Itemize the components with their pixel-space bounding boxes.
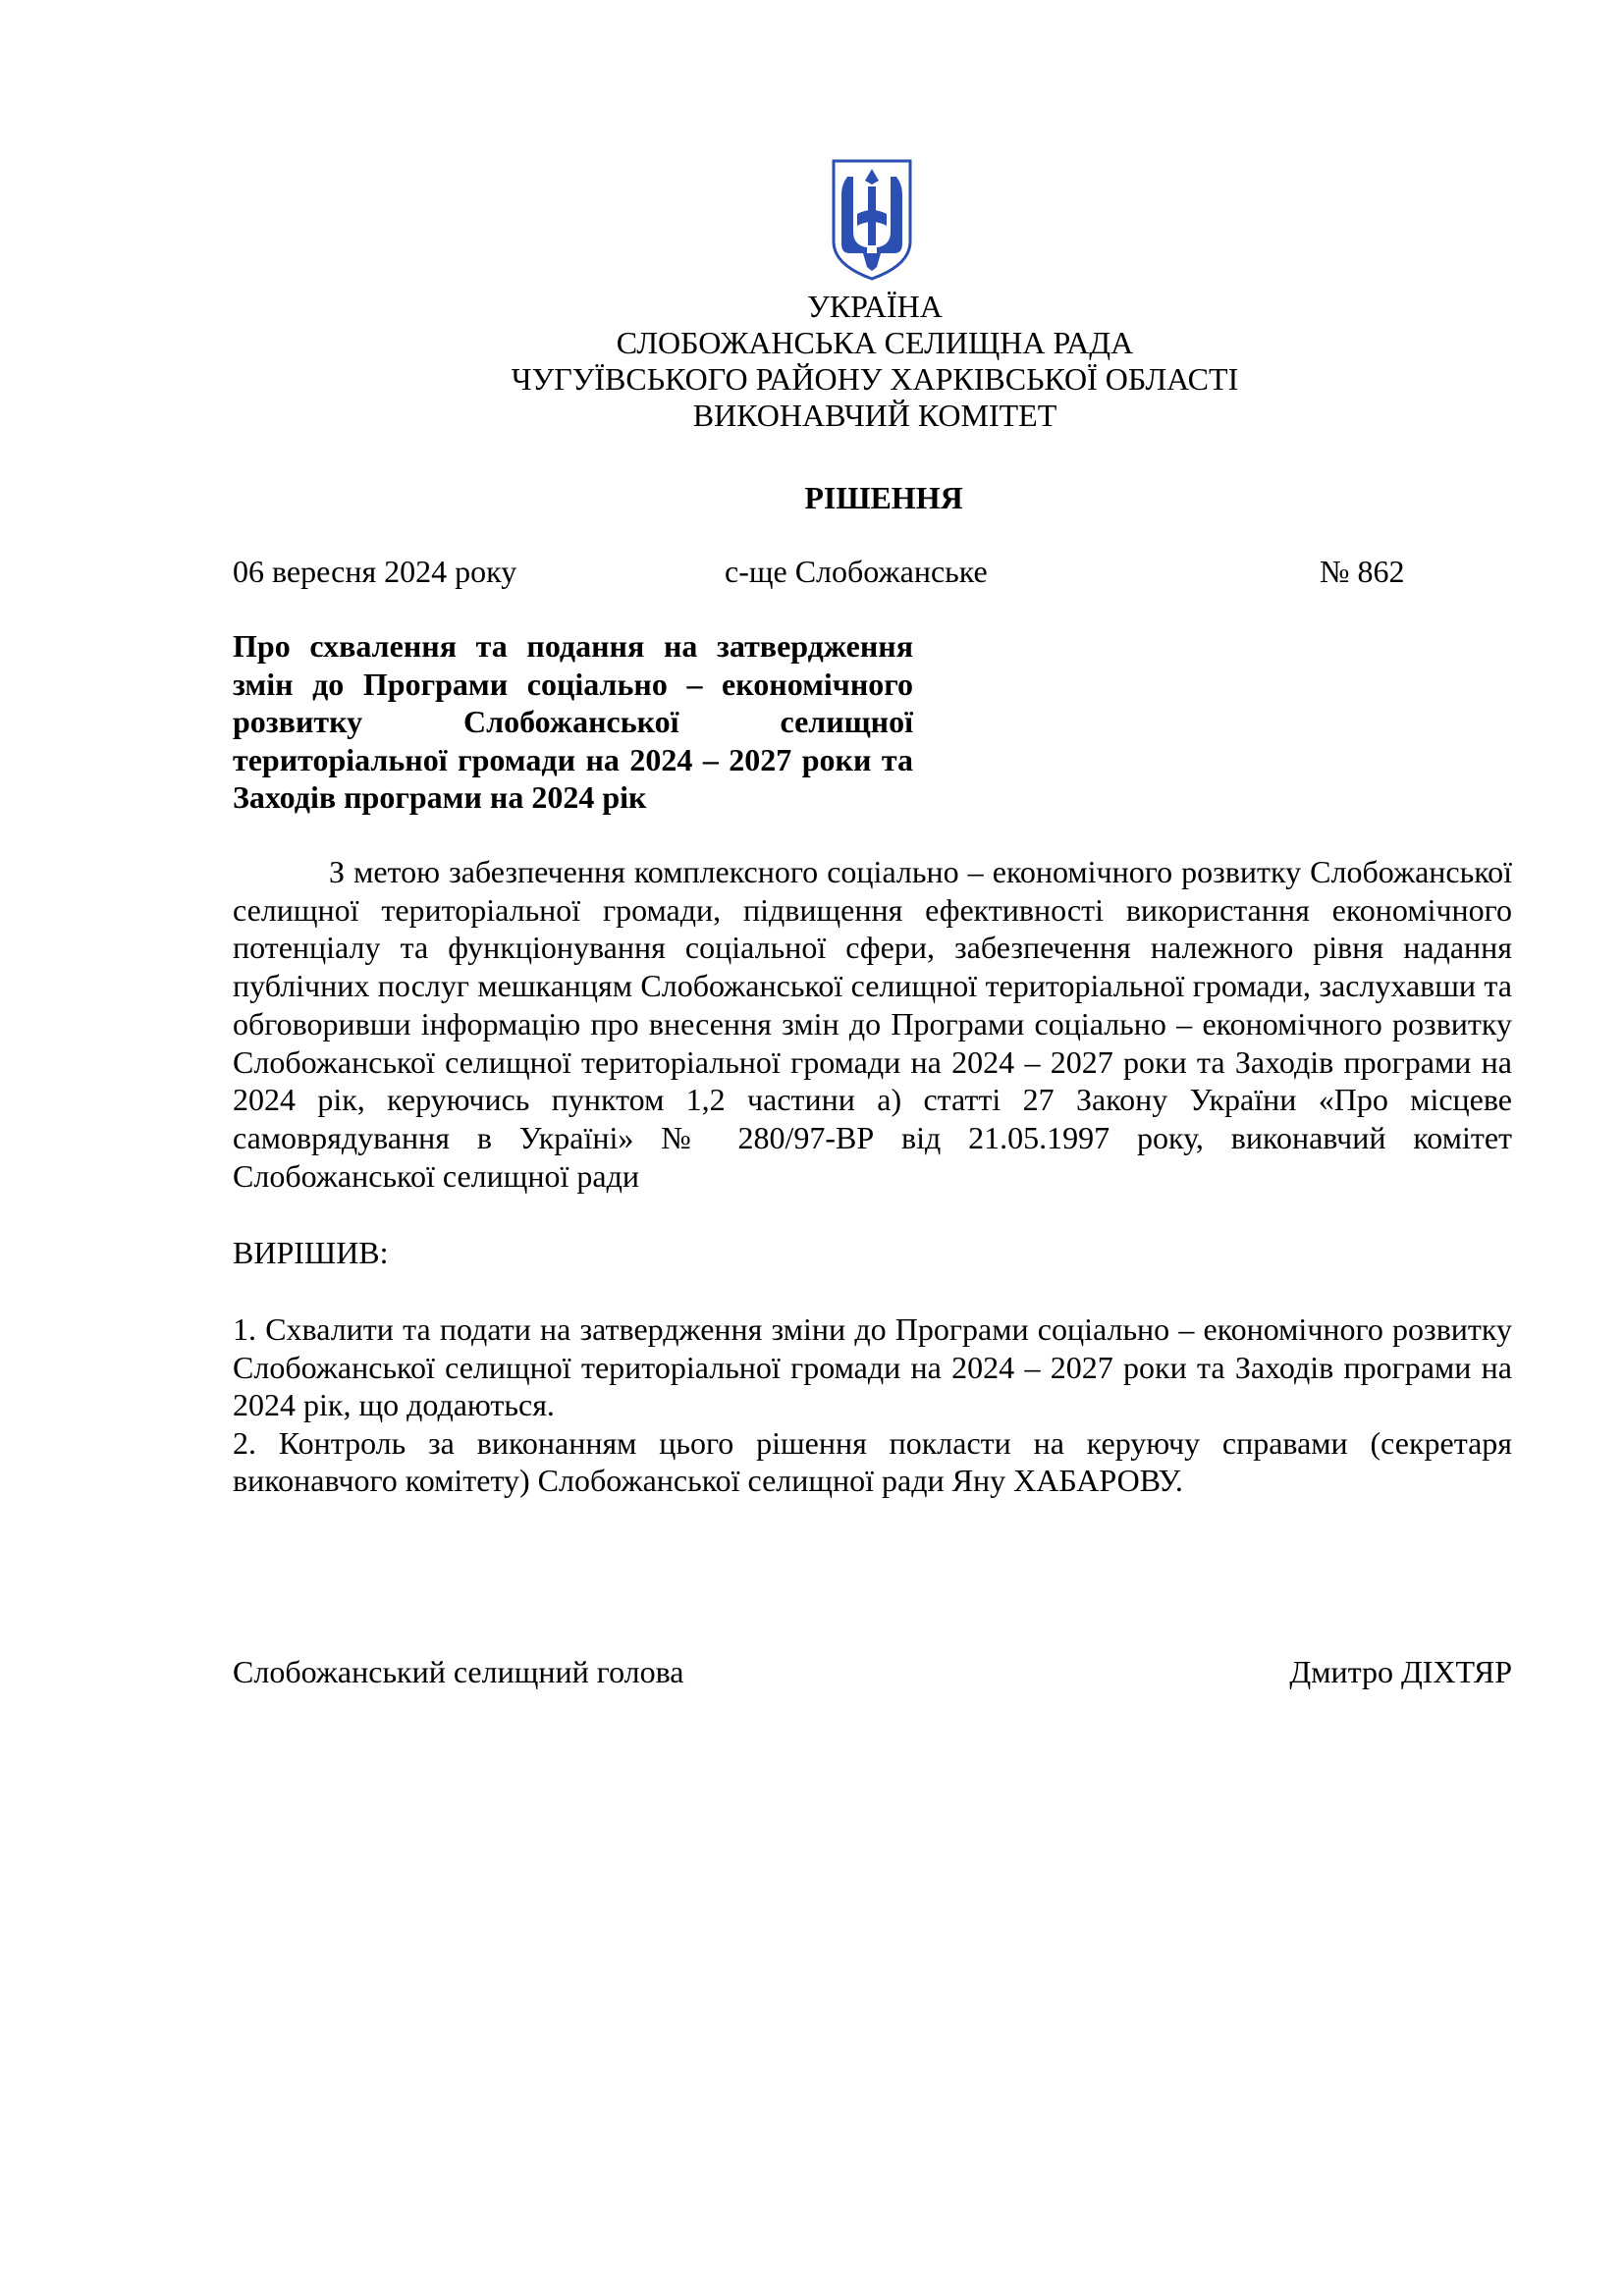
trident-coat-of-arms-icon bbox=[828, 155, 916, 283]
resolution-item bbox=[233, 1424, 1512, 1500]
header-district: ЧУГУЇВСЬКОГО РАЙОНУ ХАРКІВСЬКОЇ ОБЛАСТІ bbox=[511, 361, 1239, 397]
signatory-role: Слобожанський селищний голова bbox=[233, 1654, 684, 1689]
resolved-heading: ВИРІШИВ: bbox=[233, 1235, 389, 1270]
header-executive-committee: ВИКОНАВЧИЙ КОМІТЕТ bbox=[692, 398, 1057, 433]
header-country: УКРАЇНА bbox=[807, 289, 943, 324]
header-council: СЛОБОЖАНСЬКА СЕЛИЩНА РАДА bbox=[616, 325, 1134, 360]
decision-subject: Про схвалення та подання на затвердження змін до Програми соціально – економічного розвитку Слобожанської селищної територіальної громади на 2024 – 2027 роки та Заходів програми на 2024 рік bbox=[233, 628, 913, 815]
resolution-items bbox=[233, 1310, 1512, 1500]
item-text: Контроль за виконанням цього рішення покласти на керуючу справами (секретаря виконавчого комітету) Слобожанської селищної ради Яну ХАБАРОВУ. bbox=[233, 1424, 1513, 1498]
resolution-item bbox=[233, 1310, 1512, 1424]
item-number: 1. bbox=[233, 1311, 256, 1347]
signatory-name: Дмитро ДІХТЯР bbox=[1289, 1654, 1512, 1689]
decision-date: 06 вересня 2024 року bbox=[233, 554, 517, 589]
decision-title: РІШЕННЯ bbox=[804, 480, 963, 515]
item-number: 2. bbox=[233, 1424, 256, 1461]
decision-place: с-ще Слобожанське bbox=[725, 554, 988, 589]
item-text: Схвалити та подати на затвердження зміни до Програми соціально – економічного розвитку Слобожанської селищної територіальної громади на 2024 – 2027 роки та Заходів програми на 2024 рік, що додаються. bbox=[233, 1311, 1513, 1422]
preamble-paragraph: З метою забезпечення комплексного соціально – економічного розвитку Слобожанської селищної територіальної громади, підвищення ефективності використання економічного потенціалу та функціонування соціальної сфери, забезпечення належного рівня надання публічних послуг мешканцям Слобожанської селищної територіальної громади, заслухавши та обговоривши інформацію про внесення змін до Програми соціально – економічного розвитку Слобожанської селищної територіальної громади на 2024 – 2027 роки та Заходів програми на 2024 рік, керуючись пунктом 1,2 частини а) статті 27 Закону України «Про місцеве самоврядування в Україні» № 280/97-ВР від 21.05.1997 року, виконавчий комітет Слобожанської селищної ради bbox=[233, 854, 1512, 1194]
decision-number: № 862 bbox=[1320, 554, 1405, 589]
